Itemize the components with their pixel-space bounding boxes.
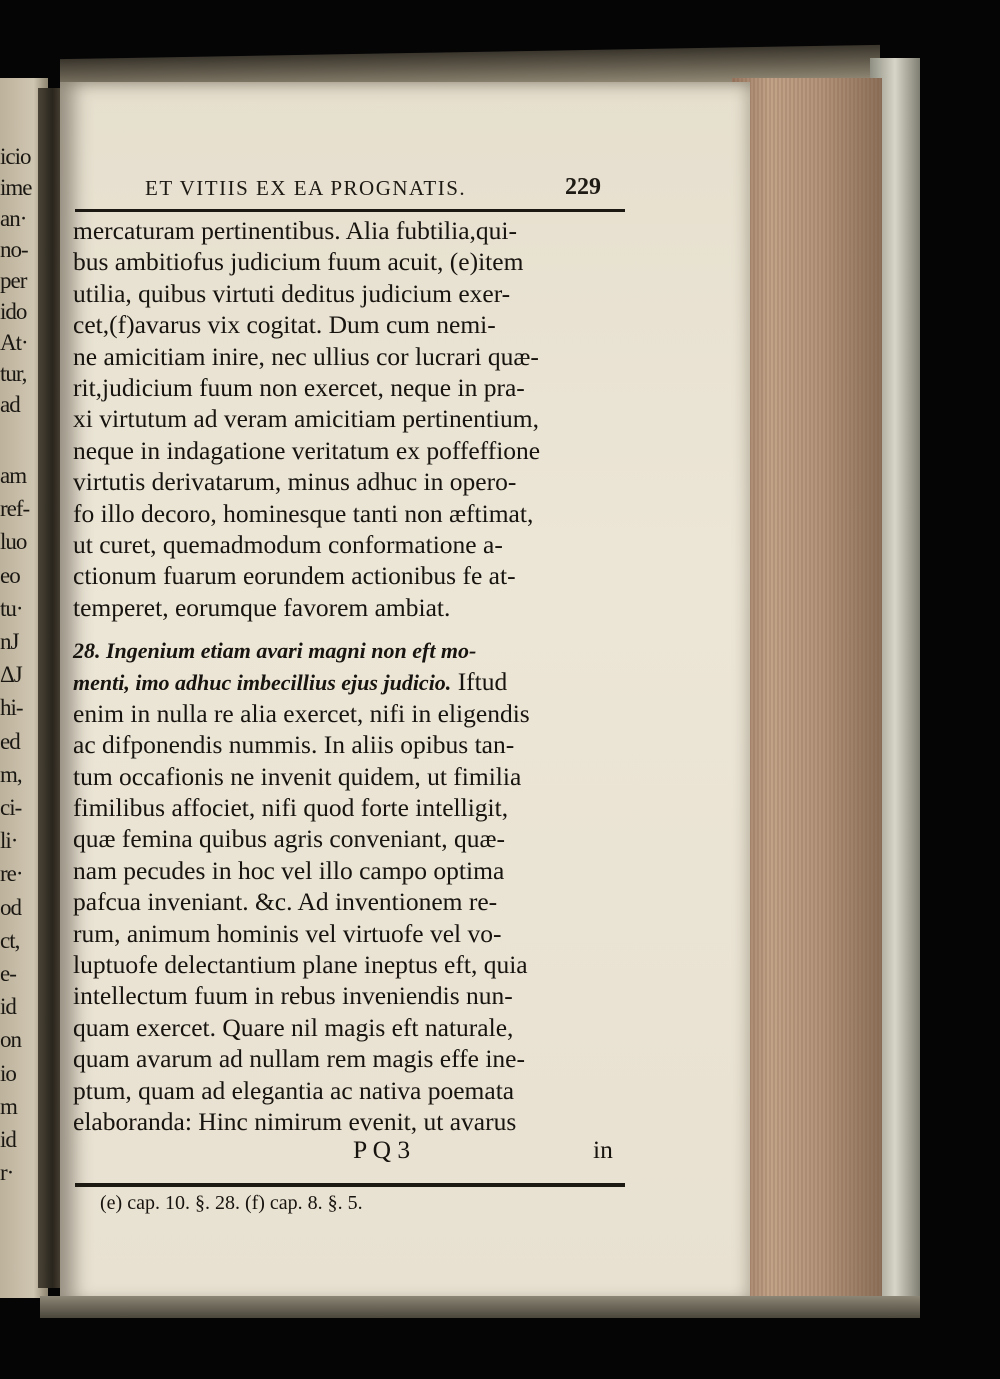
text-line: quam avarum ad nullam rem magis effe ine- xyxy=(73,1044,525,1074)
text-line: ptum, quam ad elegantia ac nativa poemata xyxy=(73,1075,515,1105)
catchword: in xyxy=(593,1135,613,1164)
page-fore-edge xyxy=(732,78,882,1308)
text-line: temperet, eorumque favorem ambiat. xyxy=(73,592,451,622)
left-page-fragment: no- xyxy=(0,237,28,262)
text-line: ut curet, quemadmodum conformatione a- xyxy=(73,529,503,559)
section-heading-italic: menti, imo adhuc imbecillius ejus judicio. xyxy=(73,670,452,696)
text-line: ac difponendis nummis. In aliis opibus tan- xyxy=(73,730,515,760)
text-line: fimilibus affociet, nifi quod forte intelligit, xyxy=(73,793,509,823)
text-line: intellectum fuum in rebus inveniendis nun- xyxy=(73,981,513,1011)
left-page-fragment: re· xyxy=(0,861,23,887)
left-page-fragment: ci- xyxy=(0,795,22,820)
text-line: tum occafionis ne invenit quidem, ut fimilia xyxy=(73,761,522,791)
left-page-fragment: ime xyxy=(0,175,32,200)
left-page-fragment: id xyxy=(0,994,16,1020)
left-page-fragment: per xyxy=(0,268,27,293)
left-page-fragment: eo xyxy=(0,562,20,588)
text-line: ctionum fuarum eorundem actionibus fe at- xyxy=(73,561,516,591)
book-cover-bottom xyxy=(40,1296,920,1318)
left-page-fragment: od xyxy=(0,894,21,920)
page-number: 229 xyxy=(565,174,601,200)
left-page-fragment: tur, xyxy=(0,361,27,386)
paragraph-gap xyxy=(73,623,633,635)
left-page-fragment: ed xyxy=(0,728,20,754)
left-page-fragment: id xyxy=(0,1127,16,1152)
left-page-fragment: io xyxy=(0,1060,16,1086)
text-line: luptuofe delectantium plane ineptus eft, quia xyxy=(73,949,528,979)
text-line: nam pecudes in hoc vel illo campo optima xyxy=(73,855,505,885)
left-page-fragment: e- xyxy=(0,961,16,986)
text-line: ne amicitiam inire, nec ullius cor lucrari quæ- xyxy=(73,341,539,371)
text-line: cet,(f)avarus vix cogitat. Dum cum nemi- xyxy=(73,310,496,340)
section-heading-line: 28. Ingenium etiam avari magni non eft mo- xyxy=(73,638,477,664)
left-page-fragment: icio xyxy=(0,144,31,169)
left-page-fragment: hi- xyxy=(0,695,23,721)
left-page-fragment: m, xyxy=(0,761,22,787)
text-line: virtutis derivatarum, minus adhuc in opero- xyxy=(73,467,517,497)
text-line: pafcua inveniant. &c. Ad inventionem re- xyxy=(73,887,498,917)
footnote-rule xyxy=(75,1183,625,1187)
text-line: utilia, quibus virtuti deditus judicium exer- xyxy=(73,278,511,308)
left-page-fragment: ref- xyxy=(0,496,30,522)
left-page-fragment: ΔJ xyxy=(0,662,22,688)
text-line: rit,judicium fuum non exercet, neque in pra- xyxy=(73,372,525,402)
text-line: elaboranda: Hinc nimirum evenit, ut avarus xyxy=(73,1106,517,1136)
left-page-fragment: ad xyxy=(0,392,20,417)
header-rule xyxy=(75,209,625,212)
left-page-fragment: ido xyxy=(0,299,27,324)
left-page-fragment: on xyxy=(0,1027,21,1053)
text-line: enim in nulla re alia exercet, nifi in eligendis xyxy=(73,698,530,728)
left-page-fragment: At· xyxy=(0,330,28,355)
text-line: bus ambitiofus judicium fuum acuit, (e)item xyxy=(73,247,524,277)
text-line: xi virtutum ad veram amicitiam pertinentium, xyxy=(73,404,539,434)
section-heading-roman: Iftud xyxy=(451,667,508,697)
section-heading-line-2 xyxy=(73,666,633,697)
text-line: quam exercet. Quare nil magis eft naturale, xyxy=(73,1012,514,1042)
left-page-fragment: ct, xyxy=(0,927,20,953)
text-line: fo illo decoro, hominesque tanti non æftimat, xyxy=(73,498,534,528)
text-line: rum, animum hominis vel virtuofe vel vo- xyxy=(73,918,502,948)
left-page-fragment: am xyxy=(0,463,27,488)
text-line: mercaturam pertinentibus. Alia fubtilia,qui- xyxy=(73,216,517,245)
text-line: quæ femina quibus agris conveniant, quæ- xyxy=(73,824,506,854)
running-head: ET VITIIS EX EA PROGNATIS. xyxy=(145,176,467,200)
left-page-fragment: luo xyxy=(0,529,27,555)
body-text xyxy=(73,215,633,1137)
signature-line xyxy=(73,1135,633,1169)
left-page-fragment: r· xyxy=(0,1160,14,1186)
left-page-fragment: m xyxy=(0,1093,17,1119)
left-page-fragment: an· xyxy=(0,206,27,231)
footnotes: (e) cap. 10. §. 28. (f) cap. 8. §. 5. xyxy=(100,1192,363,1214)
left-page-fragment: li· xyxy=(0,828,18,854)
signature-mark: P Q 3 xyxy=(353,1135,411,1164)
text-line: neque in indagatione veritatum ex poffeffione xyxy=(73,435,541,465)
left-page-fragment: nJ xyxy=(0,629,19,654)
left-page-fragment: tu· xyxy=(0,595,23,621)
